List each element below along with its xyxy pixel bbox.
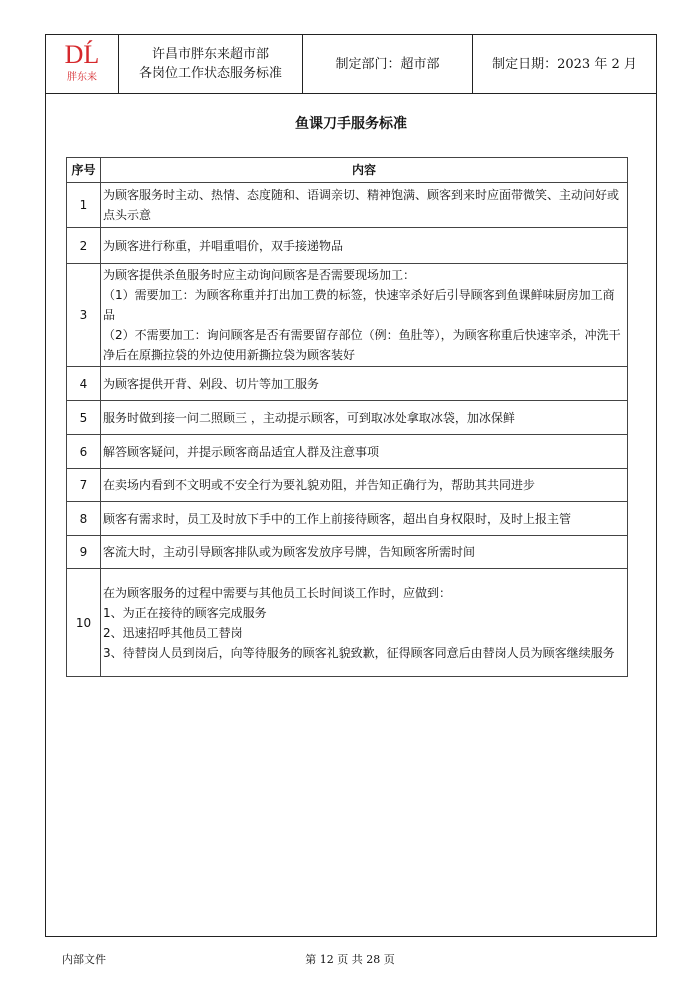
- row-content: [101, 536, 628, 569]
- row-content: [101, 264, 628, 367]
- table-row: [67, 228, 628, 264]
- content-line: 顾客有需求时，员工及时放下手中的工作上前接待顾客，超出自身权限时，及时上报主管: [103, 511, 572, 526]
- table-row: [67, 264, 628, 367]
- content-line: （2）不需要加工：询问顾客是否有需要留存部位（例：鱼肚等），为顾客称重后快速宰杀，冲洗干净后在原撕拉袋的外边使用新撕拉袋为顾客装好: [103, 328, 621, 362]
- row-number: 7: [67, 469, 101, 502]
- content-line: 解答顾客疑问，并提示顾客商品适宜人群及注意事项: [103, 444, 380, 459]
- standards-table: [66, 157, 628, 677]
- title-line2: 各岗位工作状态服务标准: [138, 66, 282, 81]
- logo-mark: DĹ: [64, 39, 100, 69]
- content-line: 为顾客提供杀鱼服务时应主动询问顾客是否需要现场加工：: [103, 268, 416, 282]
- content-line: 2、迅速招呼其他员工替岗: [103, 625, 243, 640]
- row-content: [101, 502, 628, 536]
- table-row: [67, 469, 628, 502]
- row-number: 10: [67, 569, 101, 677]
- row-number: 5: [67, 401, 101, 435]
- col-content: 内容: [101, 158, 628, 183]
- row-number: 1: [67, 183, 101, 228]
- header: [46, 35, 656, 94]
- row-number: 8: [67, 502, 101, 536]
- header-title: [119, 35, 303, 93]
- logo-name: 胖东来: [67, 71, 97, 83]
- row-content: [101, 569, 628, 677]
- date: 制定日期：2023 年 2 月: [492, 56, 637, 72]
- title-line1: 许昌市胖东来超市部: [151, 47, 269, 62]
- table-row: [67, 435, 628, 469]
- row-content: [101, 435, 628, 469]
- footer-internal: 内部文件: [62, 953, 106, 966]
- table-row: [67, 401, 628, 435]
- content-line: 客流大时，主动引导顾客排队或为顾客发放序号牌，告知顾客所需时间: [103, 545, 476, 559]
- content-line: （1）需要加工：为顾客称重并打出加工费的标签，快速宰杀好后引导顾客到鱼课鲜味厨房加工商品: [103, 288, 615, 322]
- content-line: 在为顾客服务的过程中需要与其他员工长时间谈工作时，应做到：: [103, 585, 452, 600]
- table-row: [67, 367, 628, 401]
- row-number: 3: [67, 264, 101, 367]
- row-content: [101, 367, 628, 401]
- row-number: 6: [67, 435, 101, 469]
- row-number: 9: [67, 536, 101, 569]
- content-line: 服务时做到接一问二照顾三 ，主动提示顾客，可到取冰处拿取冰袋，加冰保鲜: [103, 410, 515, 425]
- row-content: [101, 183, 628, 228]
- table-row: [67, 536, 628, 569]
- col-no: 序号: [67, 158, 101, 183]
- row-number: 4: [67, 367, 101, 401]
- row-content: [101, 401, 628, 435]
- row-number: 2: [67, 228, 101, 264]
- table-row: [67, 502, 628, 536]
- footer-page: 第 12 页 共 28 页: [305, 953, 395, 966]
- logo: [46, 35, 119, 93]
- content-line: 在卖场内看到不文明或不安全行为要礼貌劝阻，并告知正确行为，帮助其共同进步: [103, 478, 536, 492]
- content-line: 为顾客提供开背、剁段、切片等加工服务: [103, 376, 320, 391]
- table-row: [67, 569, 628, 677]
- page-frame: [45, 34, 657, 937]
- content-line: 为顾客服务时主动、热情、态度随和、语调亲切、精神饱满、顾客到来时应面带微笑、主动问好或点头示意: [103, 188, 620, 222]
- content-line: 1、为正在接待的顾客完成服务: [103, 605, 267, 620]
- doc-title: 鱼课刀手服务标准: [295, 116, 407, 132]
- department: 制定部门：超市部: [303, 35, 473, 93]
- content-line: 为顾客进行称重，并唱重唱价，双手接递物品: [103, 238, 344, 253]
- table-row: [67, 183, 628, 228]
- row-content: [101, 228, 628, 264]
- content-line: 3、待替岗人员到岗后，向等待服务的顾客礼貌致歉，征得顾客同意后由替岗人员为顾客继续服务: [103, 645, 615, 660]
- row-content: [101, 469, 628, 502]
